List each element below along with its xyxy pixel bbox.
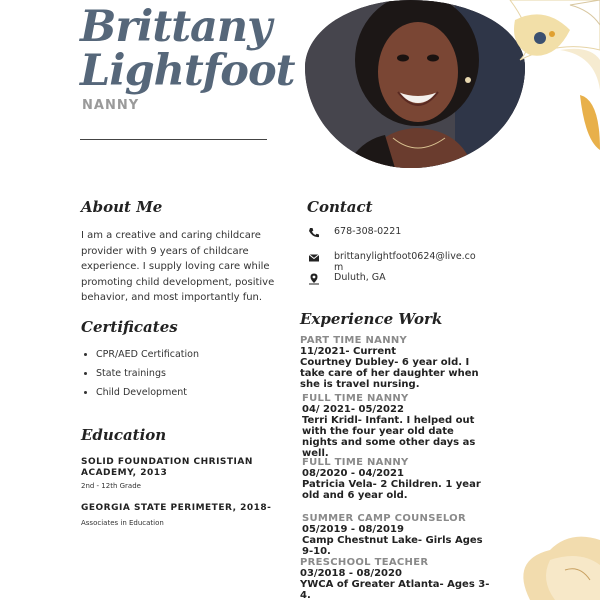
experience-date: 05/2019 - 08/2019 <box>302 524 404 535</box>
contact-location: Duluth, GA <box>334 272 386 283</box>
profile-photo <box>305 0 525 168</box>
first-name: Brittany <box>80 2 272 52</box>
map-pin-icon <box>308 273 320 285</box>
certificate-item: • State trainings <box>96 364 199 383</box>
certificate-item: • CPR/AED Certification <box>96 345 199 364</box>
role-title: NANNY <box>82 98 140 113</box>
experience-entry <box>302 393 497 459</box>
experience-date: 03/2018 - 08/2020 <box>300 568 402 579</box>
experience-entry <box>300 557 495 601</box>
experience-date: 04/ 2021- 05/2022 <box>302 404 404 415</box>
phone-icon <box>308 227 320 239</box>
name-divider <box>80 139 267 140</box>
flower-decoration-top <box>500 0 600 160</box>
experience-desc: Patricia Vela- 2 Children. 1 year old and 6 year old. <box>302 479 481 501</box>
contact-phone-row <box>308 226 484 239</box>
envelope-icon <box>308 252 320 264</box>
education-detail: 2nd - 12th Grade <box>81 482 141 490</box>
experience-title: PRESCHOOL TEACHER <box>300 557 429 568</box>
contact-email[interactable]: brittanylightfoot0624@live.com <box>334 251 476 273</box>
certificate-item: • Child Development <box>96 383 199 402</box>
experience-desc: YWCA of Greater Atlanta- Ages 3-4. <box>300 579 490 601</box>
experience-entry <box>300 335 495 390</box>
education-detail: Associates in Education <box>81 519 164 527</box>
education-school: SOLID FOUNDATION CHRISTIAN ACADEMY, 2013 <box>81 457 253 478</box>
experience-title: SUMMER CAMP COUNSELOR <box>302 513 466 524</box>
experience-date: 11/2021- Current <box>300 346 397 357</box>
experience-desc: Camp Chestnut Lake- Girls Ages 9-10. <box>302 535 483 557</box>
certificates-heading: Certificates <box>81 318 178 336</box>
about-text: I am a creative and caring childcare provider with 9 years of childcare experience. I supply loving care while promoting child development, positive behavior, and most importantly fun. <box>81 230 275 303</box>
last-name: Lightfoot <box>80 46 295 96</box>
contact-email-row <box>308 251 488 273</box>
flower-decoration-bottom <box>510 520 600 600</box>
experience-title: FULL TIME NANNY <box>302 457 409 468</box>
about-heading: About Me <box>81 198 163 216</box>
experience-desc: Terri Kridl- Infant. I helped out with the four year old date nights and some other days as well. <box>302 415 476 459</box>
experience-entry <box>302 457 497 501</box>
contact-phone[interactable]: 678-308-0221 <box>334 226 402 237</box>
experience-title: PART TIME NANNY <box>300 335 408 346</box>
experience-date: 08/2020 - 04/2021 <box>302 468 404 479</box>
experience-heading: Experience Work <box>300 310 443 328</box>
certificates-list <box>82 345 199 402</box>
contact-location-row <box>308 272 484 285</box>
education-school: GEORGIA STATE PERIMETER, 2018- <box>81 503 272 513</box>
experience-desc: Courtney Dubley- 6 year old. I take care of her daughter when she is travel nursing. <box>300 357 479 390</box>
experience-title: FULL TIME NANNY <box>302 393 409 404</box>
experience-entry <box>302 513 497 557</box>
contact-heading: Contact <box>307 198 373 216</box>
education-heading: Education <box>81 426 167 444</box>
